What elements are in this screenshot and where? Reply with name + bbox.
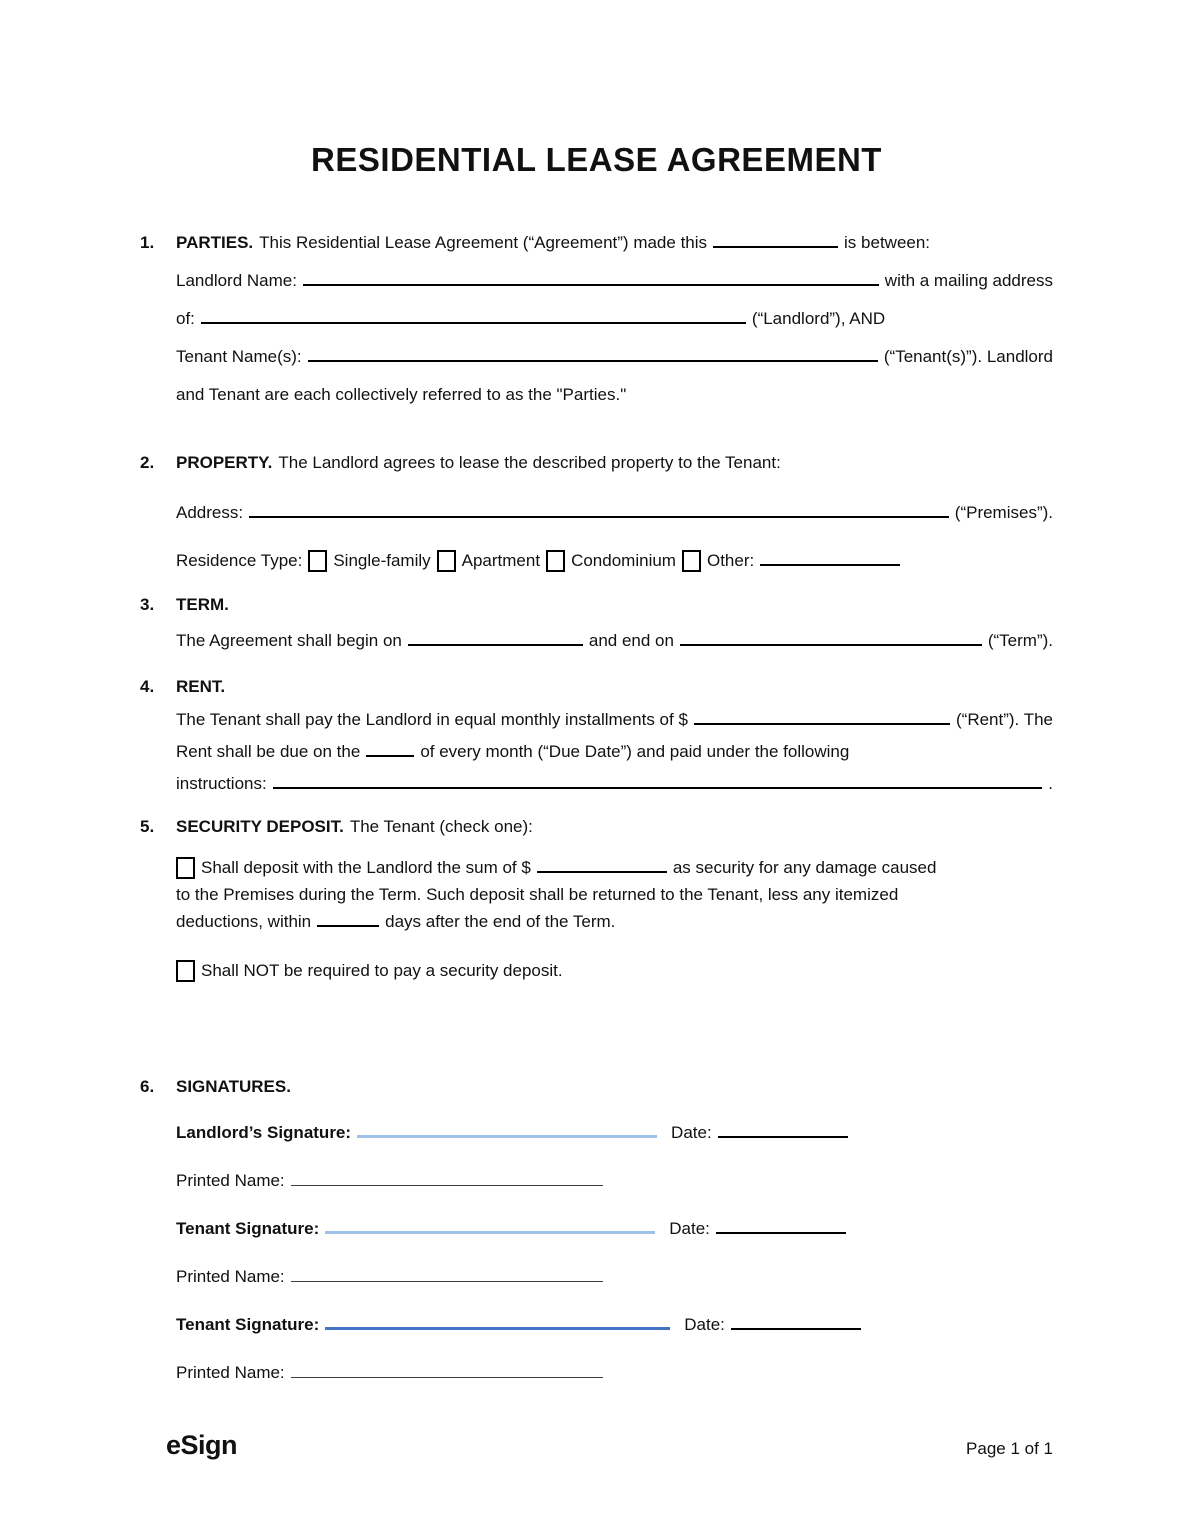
section-parties bbox=[140, 224, 1053, 414]
deposit-option1-line3-pre: deductions, within bbox=[176, 912, 312, 931]
deposit-option1-post: as security for any damage caused bbox=[672, 858, 937, 877]
landlord-date-label: Date: bbox=[671, 1123, 712, 1142]
rent-amount-blank[interactable] bbox=[694, 708, 950, 725]
landlord-name-label: Landlord Name: bbox=[176, 271, 297, 290]
parties-closing-text: and Tenant are each collectively referred to as the "Parties." bbox=[176, 385, 627, 404]
section-parties-number: 1. bbox=[140, 233, 155, 252]
residence-apartment-label: Apartment bbox=[461, 551, 541, 570]
deposit-return-days-blank[interactable] bbox=[317, 910, 379, 927]
term-line-post: (“Term”). bbox=[987, 631, 1053, 650]
landlord-signature-field[interactable] bbox=[357, 1122, 657, 1138]
rent-instructions-label: instructions: bbox=[176, 774, 267, 793]
rent-line1-pre: The Tenant shall pay the Landlord in equal monthly installments of $ bbox=[176, 710, 688, 729]
deposit-required-checkbox[interactable] bbox=[176, 857, 195, 879]
section-property-content bbox=[176, 444, 1053, 580]
agreement-date-blank[interactable] bbox=[713, 231, 838, 248]
deposit-required-option bbox=[176, 854, 1053, 935]
residence-apartment-checkbox[interactable] bbox=[437, 550, 456, 572]
rent-line1-post: (“Rent”). The bbox=[956, 710, 1053, 729]
parties-intro-pre: This Residential Lease Agreement (“Agreement”) made this bbox=[259, 233, 708, 252]
section-signatures-content bbox=[176, 1070, 1053, 1388]
rent-line2-pre: Rent shall be due on the bbox=[176, 742, 361, 761]
landlord-address-label: of: bbox=[176, 309, 195, 328]
section-property-number: 2. bbox=[140, 453, 155, 472]
residence-condominium-checkbox[interactable] bbox=[546, 550, 565, 572]
landlord-printed-name-blank[interactable] bbox=[291, 1171, 603, 1186]
security-deposit-intro: The Tenant (check one): bbox=[349, 817, 533, 836]
premises-address-blank[interactable] bbox=[249, 501, 949, 518]
term-line-mid: and end on bbox=[588, 631, 674, 650]
tenant2-date-label: Date: bbox=[684, 1315, 725, 1334]
section-term-heading: TERM. bbox=[176, 595, 229, 614]
premises-address-label: Address: bbox=[176, 503, 244, 522]
section-parties-content bbox=[176, 224, 1053, 414]
section-rent-heading: RENT. bbox=[176, 677, 226, 696]
landlord-signature-date-blank[interactable] bbox=[718, 1122, 848, 1138]
page-number-label: Page 1 of 1 bbox=[966, 1439, 1053, 1458]
deposit-option1-pre: Shall deposit with the Landlord the sum of $ bbox=[201, 858, 531, 877]
section-signatures bbox=[140, 1070, 1053, 1388]
landlord-address-blank[interactable] bbox=[201, 307, 746, 324]
section-rent-content bbox=[176, 670, 1053, 800]
tenant1-date-label: Date: bbox=[669, 1219, 710, 1238]
landlord-printed-name-label: Printed Name: bbox=[176, 1171, 285, 1190]
residence-other-blank[interactable] bbox=[760, 549, 900, 566]
deposit-not-required-option bbox=[176, 957, 1053, 984]
tenant2-printed-name-blank[interactable] bbox=[291, 1363, 603, 1378]
section-security-deposit-content bbox=[176, 810, 1053, 984]
section-signatures-heading: SIGNATURES. bbox=[176, 1077, 291, 1096]
residence-condominium-label: Condominium bbox=[571, 551, 676, 570]
tenant1-signature-date-blank[interactable] bbox=[716, 1218, 846, 1234]
section-security-deposit-heading: SECURITY DEPOSIT. bbox=[176, 817, 344, 836]
rent-line3-post: . bbox=[1048, 774, 1053, 793]
tenant2-signature-field[interactable] bbox=[325, 1314, 670, 1330]
rent-due-day-blank[interactable] bbox=[366, 740, 414, 757]
residence-single-family-label: Single-family bbox=[333, 551, 431, 570]
tenant1-printed-name-label: Printed Name: bbox=[176, 1267, 285, 1286]
rent-line2-post: of every month (“Due Date”) and paid under the following bbox=[420, 742, 850, 761]
payment-instructions-blank[interactable] bbox=[273, 772, 1043, 789]
section-security-deposit-number: 5. bbox=[140, 817, 155, 836]
deposit-not-required-checkbox[interactable] bbox=[176, 960, 195, 982]
tenant1-printed-name-blank[interactable] bbox=[291, 1267, 603, 1282]
property-intro: The Landlord agrees to lease the described property to the Tenant: bbox=[278, 453, 781, 472]
deposit-option1-line3-post: days after the end of the Term. bbox=[385, 912, 616, 931]
landlord-address-post: (“Landlord”), AND bbox=[751, 309, 886, 328]
section-security-deposit bbox=[140, 810, 1053, 984]
premises-address-post: (“Premises”). bbox=[954, 503, 1053, 522]
landlord-name-blank[interactable] bbox=[303, 269, 879, 286]
tenant2-signature-label: Tenant Signature: bbox=[176, 1315, 320, 1334]
landlord-name-post: with a mailing address bbox=[884, 271, 1053, 290]
section-term bbox=[140, 588, 1053, 660]
residence-other-label: Other: bbox=[706, 551, 755, 570]
section-signatures-number: 6. bbox=[140, 1077, 155, 1096]
tenant-names-label: Tenant Name(s): bbox=[176, 347, 302, 366]
document-title: RESIDENTIAL LEASE AGREEMENT bbox=[311, 141, 882, 178]
tenant-names-blank[interactable] bbox=[308, 345, 878, 362]
residence-single-family-checkbox[interactable] bbox=[308, 550, 327, 572]
section-term-number: 3. bbox=[140, 595, 155, 614]
term-start-date-blank[interactable] bbox=[408, 629, 583, 646]
section-rent bbox=[140, 670, 1053, 800]
residence-other-checkbox[interactable] bbox=[682, 550, 701, 572]
term-line-pre: The Agreement shall begin on bbox=[176, 631, 402, 650]
section-property-heading: PROPERTY. bbox=[176, 453, 273, 472]
tenant1-signature-label: Tenant Signature: bbox=[176, 1219, 320, 1238]
deposit-option1-line2: to the Premises during the Term. Such deposit shall be returned to the Tenant, less any itemized bbox=[176, 885, 899, 904]
deposit-amount-blank[interactable] bbox=[537, 856, 667, 873]
section-property bbox=[140, 444, 1053, 580]
esign-logo: eSign bbox=[166, 1430, 238, 1460]
tenant2-printed-name-label: Printed Name: bbox=[176, 1363, 285, 1382]
section-rent-number: 4. bbox=[140, 677, 155, 696]
page-footer bbox=[140, 1430, 1053, 1461]
section-term-content bbox=[176, 588, 1053, 660]
tenant-names-post: (“Tenant(s)”). Landlord bbox=[883, 347, 1053, 366]
section-parties-heading: PARTIES. bbox=[176, 233, 254, 252]
tenant2-signature-date-blank[interactable] bbox=[731, 1314, 861, 1330]
landlord-signature-label: Landlord’s Signature: bbox=[176, 1123, 352, 1142]
tenant1-signature-field[interactable] bbox=[325, 1218, 655, 1234]
term-end-date-blank[interactable] bbox=[680, 629, 982, 646]
deposit-option2-text: Shall NOT be required to pay a security deposit. bbox=[201, 961, 563, 980]
residence-type-label: Residence Type: bbox=[176, 551, 303, 570]
parties-intro-post: is between: bbox=[844, 233, 931, 252]
